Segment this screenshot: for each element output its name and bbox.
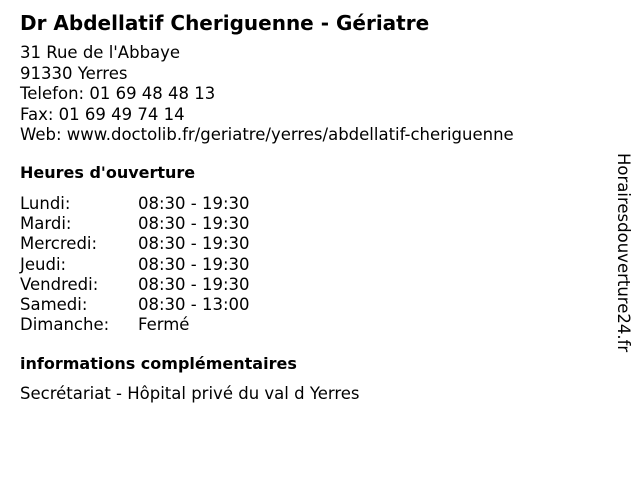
street-address: 31 Rue de l'Abbaye [20,43,181,62]
day-label: Mercredi: [20,234,98,254]
day-label: Vendredi: [20,274,99,294]
day-label: Samedi: [20,294,88,314]
additional-info-heading: informations complémentaires [20,354,297,373]
hours-value: 08:30 - 13:00 [138,294,250,314]
contact-block [20,43,514,146]
hours-value: 08:30 - 19:30 [138,214,250,234]
day-label: Mardi: [20,214,72,234]
hours-value: 08:30 - 19:30 [138,274,250,294]
site-brand-text: Horairesdouverture24.fr [614,153,633,353]
hours-value: 08:30 - 19:30 [138,254,250,274]
day-label: Dimanche: [20,315,110,335]
hours-value: 08:30 - 19:30 [138,234,250,254]
website-link[interactable]: Web: www.doctolib.fr/geriatre/yerres/abdellatif-cheriguenne [20,125,514,144]
phone-number: Telefon: 01 69 48 48 13 [20,84,216,103]
day-label: Lundi: [20,194,71,213]
site-brand-watermark [613,134,633,372]
page-title: Dr Abdellatif Cheriguenne - Gériatre [20,11,430,35]
hours-value: Fermé [138,315,190,335]
hours-value: 08:30 - 19:30 [138,194,250,213]
day-label: Jeudi: [20,254,67,274]
city-postcode: 91330 Yerres [20,63,128,83]
fax-number: Fax: 01 69 49 74 14 [20,104,185,124]
additional-info-text: Secrétariat - Hôpital privé du val d Yerres [20,384,360,403]
opening-hours-heading: Heures d'ouverture [20,163,196,182]
